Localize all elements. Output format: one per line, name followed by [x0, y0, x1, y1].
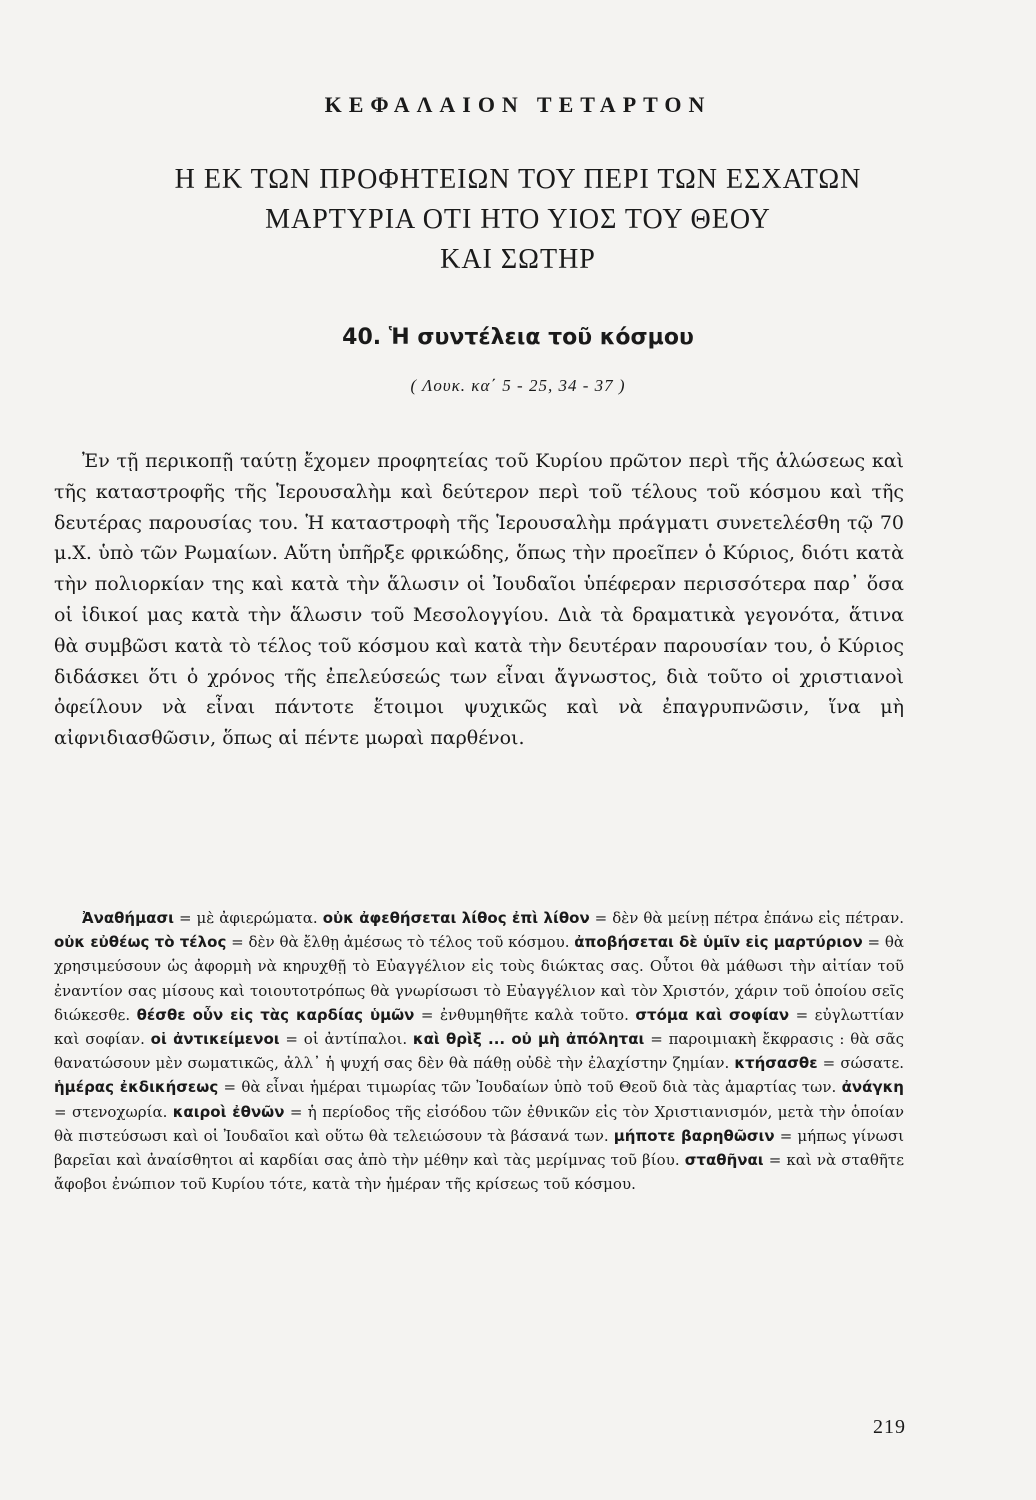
notes-section: [54, 906, 904, 1196]
chapter-heading: ΚΕΦΑΛΑΙΟΝ ΤΕΤΑΡΤΟΝ: [324, 92, 712, 117]
note-text: = θὰ εἶναι ἡμέραι τιμωρίας τῶν Ἰουδαίων ὑπὸ τοῦ Θεοῦ διὰ τὰς ἁμαρτίας των.: [218, 1078, 842, 1097]
note-text: = στενοχωρία.: [54, 1102, 173, 1121]
scripture-reference: ( Λουκ. κα΄ 5 - 25, 34 - 37 ): [410, 376, 626, 395]
note-term: Ἀναθήμασι: [82, 909, 174, 927]
main-paragraph: Ἐν τῇ περικοπῇ ταύτῃ ἔχομεν προφητείας τοῦ Κυρίου πρῶτον περὶ τῆς ἁλώσεως καὶ τῆς καταστροφῆς τῆς Ἱερουσαλὴμ καὶ δεύτερον περὶ τοῦ τέλους τοῦ κόσμου καὶ τῆς δευτέρας παρουσίας του. Ἡ καταστροφὴ τῆς Ἱερουσαλὴμ πράγματι συνετελέσθη τῷ 70 μ.Χ. ὑπὸ τῶν Ρωμαίων. Αὕτη ὑπῆρξε φρικώδης, ὅπως τὴν προεῖπεν ὁ Κύριος, διότι κατὰ τὴν πολιορκίαν της καὶ κατὰ τὴν ἅλωσιν οἱ Ἰουδαῖοι ὑπέφεραν περισσότερα παρ᾿ ὅσα οἱ ἰδικοί μας κατὰ τὴν ἅλωσιν τοῦ Μεσολογγίου. Διὰ τὰ δραματικὰ γεγονότα, ἅτινα θὰ συμβῶσι κατὰ τὸ τέλος τοῦ κόσμου καὶ κατὰ τὴν δευτέραν παρουσίαν του, ὁ Κύριος διδάσκει ὅτι ὁ χρόνος τῆς ἐπελεύσεώς των εἶναι ἄγνωστος, διὰ τοῦτο οἱ χριστιανοὶ ὀφείλουν νὰ εἶναι πάντοτε ἕτοιμοι ψυχικῶς καὶ νὰ ἐπαγρυπνῶσιν, ἵνα μὴ αἰφνιδιασθῶσιν, ὅπως αἱ πέντε μωραὶ παρθένοι.: [54, 450, 904, 750]
note-term: στόμα καὶ σοφίαν: [635, 1005, 790, 1024]
section-title: 40. Ἡ συντέλεια τοῦ κόσμου: [342, 325, 694, 350]
note-term: οἱ ἀντικείμενοι: [150, 1030, 280, 1049]
note-text: = μὲ ἀφιερώματα.: [174, 909, 323, 927]
note-term: θέσθε οὖν εἰς τὰς καρδίας ὑμῶν: [136, 1005, 415, 1024]
note-text: = καὶ νὰ σταθῆτε ἄφοβοι ἐνώπιον τοῦ Κυρίου τότε, κατὰ τὴν ἡμέραν τῆς κρίσεως τοῦ κόσμου.: [54, 1151, 904, 1194]
main-text: [54, 446, 904, 754]
note-term: οὐκ εὐθέως τὸ τέλος: [54, 933, 227, 952]
title-line: Η ΕΚ ΤΩΝ ΠΡΟΦΗΤΕΙΩΝ ΤΟΥ ΠΕΡΙ ΤΩΝ ΕΣΧΑΤΩΝ: [174, 164, 862, 195]
note-text: = οἱ ἀντίπαλοι.: [279, 1030, 413, 1049]
title-line: ΜΑΡΤΥΡΙΑ ΟΤΙ ΗΤΟ ΥΙΟΣ ΤΟΥ ΘΕΟΥ: [265, 204, 771, 235]
note-term: οὐκ ἀφεθήσεται λίθος ἐπὶ λίθον: [322, 909, 590, 927]
title-line: ΚΑΙ ΣΩΤΗΡ: [440, 244, 596, 275]
note-term: κτήσασθε: [734, 1054, 818, 1073]
note-text: = μήπως γίνωσι βαρεῖαι καὶ ἀναίσθητοι αἱ καρδίαι σας ἀπὸ τὴν μέθην καὶ τὰς μερίμνας τοῦ βίου.: [54, 1126, 904, 1170]
note-term: καιροὶ ἐθνῶν: [172, 1102, 285, 1121]
chapter-title: [150, 160, 886, 280]
note-term: μήποτε βαρηθῶσιν: [613, 1126, 775, 1145]
page-number: 219: [873, 1416, 906, 1438]
note-text: = ἡ περίοδος τῆς εἰσόδου τῶν ἐθνικῶν εἰς τὸν Χριστιανισμόν, μετὰ τὴν ὁποίαν θὰ πιστεύσωσι καὶ οἱ Ἰουδαῖοι καὶ οὕτω θὰ τελειώσουν τὰ βάσανά των.: [54, 1102, 905, 1145]
note-text: = δὲν θὰ ἔλθῃ ἀμέσως τὸ τέλος τοῦ κόσμου.: [226, 933, 575, 952]
note-term: σταθῆναι: [684, 1151, 764, 1170]
note-text: = θὰ χρησιμεύσουν ὡς ἀφορμὴ νὰ κηρυχθῇ τὸ Εὐαγγέλιον εἰς τοὺς διώκτας σας. Οὗτοι θὰ μάθωσι τὴν αἰτίαν τοῦ ἐναντίον σας μίσους καὶ τοιουτοτρόπως θὰ γνωρίσωσι τὸ Εὐαγγέλιον καὶ τὸν Χριστόν, χάριν τοῦ ὁποίου σεῖς διώκεσθε.: [54, 933, 904, 1024]
note-text: = δὲν θὰ μείνῃ πέτρα ἐπάνω εἰς πέτραν.: [589, 909, 904, 927]
note-term: ἀποβήσεται δὲ ὑμῖν εἰς μαρτύριον: [574, 933, 863, 952]
notes-paragraph: [54, 906, 904, 1196]
note-text: = εὐγλωττίαν καὶ σοφίαν.: [54, 1005, 905, 1049]
note-text: = σώσατε.: [817, 1054, 905, 1073]
note-term: ἀνάγκη: [841, 1078, 904, 1097]
note-term: ἡμέρας ἐκδικήσεως: [54, 1078, 219, 1097]
note-text: = ἐνθυμηθῆτε καλὰ τοῦτο.: [414, 1005, 636, 1024]
note-term: καὶ θρὶξ ... οὐ μὴ ἀπόληται: [412, 1030, 645, 1049]
note-text: = παροιμιακὴ ἔκφρασις : θὰ σᾶς θανατώσουν μὲν σωματικῶς, ἀλλ᾿ ἡ ψυχή σας δὲν θὰ πάθῃ οὐδὲ τὴν ἐλαχίστην ζημίαν.: [54, 1030, 904, 1073]
